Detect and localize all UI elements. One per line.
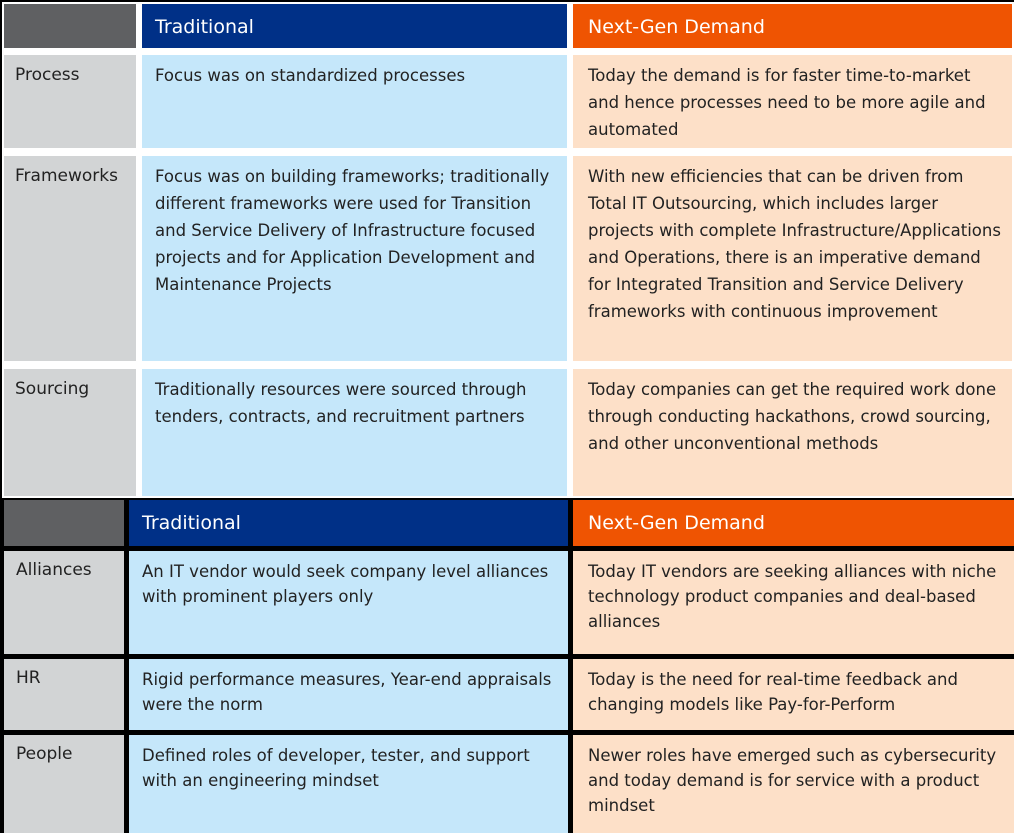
row-label-sourcing: Sourcing: [4, 369, 136, 496]
header-nextgen-demand: Next-Gen Demand: [573, 4, 1012, 48]
header-nextgen-demand: Next-Gen Demand: [573, 500, 1014, 546]
row-label-alliances: Alliances: [4, 551, 124, 654]
traditional-cell-alliances: An IT vendor would seek company level alliances with prominent players only: [129, 551, 568, 654]
nextgen-cell-frameworks: With new efficiencies that can be driven from Total IT Outsourcing, which includes larger projects with complete Infrastructure/Applications and Operations, there is an imperative demand for Integrated Transition and Service Delivery frameworks with continuous improvement: [573, 156, 1012, 361]
traditional-cell-sourcing: Traditionally resources were sourced through tenders, contracts, and recruitment partners: [142, 369, 567, 496]
nextgen-cell-process: Today the demand is for faster time-to-market and hence processes need to be more agile and automated: [573, 55, 1012, 148]
row-label-frameworks: Frameworks: [4, 156, 136, 361]
traditional-cell-frameworks: Focus was on building frameworks; traditionally different frameworks were used for Transition and Service Delivery of Infrastructure focused projects and for Application Development and Maintenance Projects: [142, 156, 567, 361]
header-traditional: Traditional: [129, 500, 568, 546]
header-label-cell: [4, 500, 124, 546]
nextgen-cell-people: Newer roles have emerged such as cybersecurity and today demand is for service with a product mindset: [573, 735, 1014, 833]
nextgen-cell-sourcing: Today companies can get the required work done through conducting hackathons, crowd sourcing, and other unconventional methods: [573, 369, 1012, 496]
row-label-hr: HR: [4, 659, 124, 730]
traditional-cell-people: Defined roles of developer, tester, and support with an engineering mindset: [129, 735, 568, 833]
row-label-process: Process: [4, 55, 136, 148]
nextgen-cell-hr: Today is the need for real-time feedback and changing models like Pay-for-Perform: [573, 659, 1014, 730]
comparison-table-top: [2, 2, 1014, 498]
traditional-cell-process: Focus was on standardized processes: [142, 55, 567, 148]
nextgen-cell-alliances: Today IT vendors are seeking alliances with niche technology product companies and deal-based alliances: [573, 551, 1014, 654]
header-label-cell: [4, 4, 136, 48]
comparison-table-bottom: [0, 498, 1014, 833]
row-label-people: People: [4, 735, 124, 833]
header-traditional: Traditional: [142, 4, 567, 48]
traditional-cell-hr: Rigid performance measures, Year-end appraisals were the norm: [129, 659, 568, 730]
